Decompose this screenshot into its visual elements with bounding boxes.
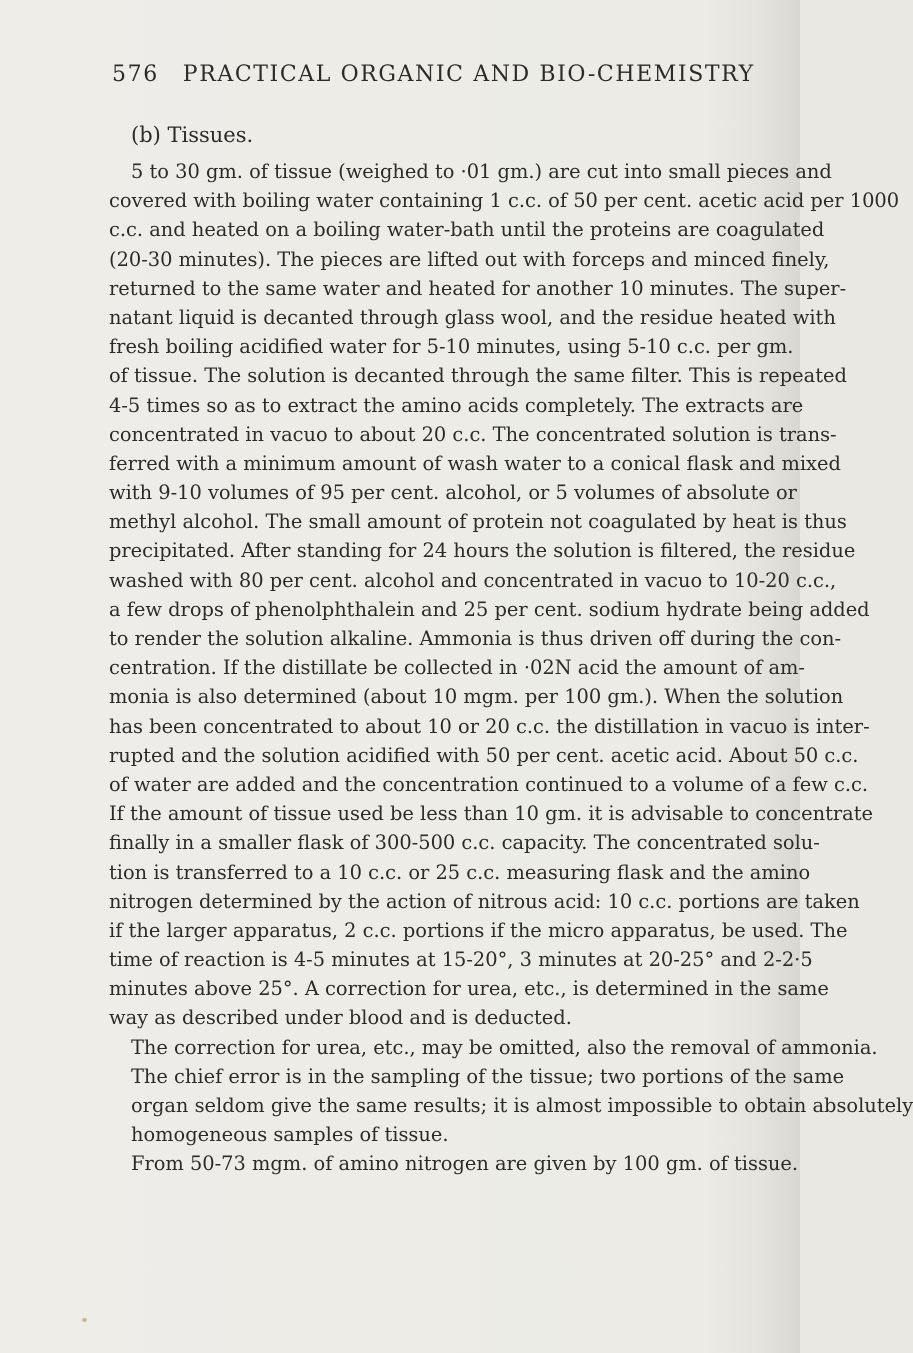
- text-line: (20-30 minutes). The pieces are lifted out with forceps and minced finely,: [109, 247, 830, 271]
- text-line: nitrogen determined by the action of nitrous acid: 10 c.c. portions are taken: [109, 889, 860, 913]
- text-line: organ seldom give the same results; it is almost impossible to obtain absolutely: [131, 1094, 913, 1117]
- text-line: has been concentrated to about 10 or 20 c.c. the distillation in vacuo is inter-: [109, 714, 870, 738]
- text-line: washed with 80 per cent. alcohol and concentrated in vacuo to 10-20 c.c.,: [109, 568, 837, 592]
- text-line: ferred with a minimum amount of wash water to a conical flask and mixed: [109, 451, 841, 475]
- text-line: minutes above 25°. A correction for urea, etc., is determined in the same: [109, 977, 829, 1001]
- text-line: homogeneous samples of tissue.: [131, 1123, 449, 1147]
- text-line: The chief error is in the sampling of the tissue; two portions of the same: [131, 1064, 845, 1088]
- text-line: 5 to 30 gm. of tissue (weighed to ·01 gm.) are cut into small pieces and: [131, 160, 832, 183]
- section-heading: (b) Tissues.: [131, 123, 254, 147]
- text-line: of tissue. The solution is decanted through the same filter. This is repeated: [109, 364, 847, 388]
- text-line: covered with boiling water containing 1 c.c. of 50 per cent. acetic acid per 1000: [109, 189, 900, 213]
- text-line: monia is also determined (about 10 mgm. per 100 gm.). When the solution: [109, 685, 844, 709]
- text-line: way as described under blood and is deducted.: [109, 1006, 572, 1030]
- text-line: a few drops of phenolphthalein and 25 per cent. sodium hydrate being added: [109, 597, 870, 621]
- text-line: If the amount of tissue used be less than 10 gm. it is advisable to concentrate: [109, 802, 873, 826]
- page-header: [112, 62, 755, 87]
- paper-speck: [82, 1318, 87, 1322]
- text-line: to render the solution alkaline. Ammonia is thus driven off during the con-: [109, 627, 842, 650]
- text-line: of water are added and the concentration continued to a volume of a few c.c.: [109, 772, 869, 796]
- text-line: rupted and the solution acidified with 50 per cent. acetic acid. About 50 c.c.: [109, 743, 859, 767]
- text-line: From 50-73 mgm. of amino nitrogen are given by 100 gm. of tissue.: [131, 1152, 799, 1176]
- text-line: returned to the same water and heated for another 10 minutes. The super-: [109, 276, 847, 300]
- text-line: precipitated. After standing for 24 hours the solution is filtered, the residue: [109, 539, 856, 563]
- text-line: natant liquid is decanted through glass wool, and the residue heated with: [109, 305, 836, 329]
- text-line: with 9-10 volumes of 95 per cent. alcohol, or 5 volumes of absolute or: [109, 481, 797, 505]
- text-line: time of reaction is 4-5 minutes at 15-20°, 3 minutes at 20-25° and 2-2·5: [109, 948, 813, 972]
- text-line: 4-5 times so as to extract the amino acids completely. The extracts are: [109, 393, 804, 417]
- text-line: fresh boiling acidified water for 5-10 minutes, using 5-10 c.c. per gm.: [109, 335, 794, 359]
- text-line: finally in a smaller flask of 300-500 c.c. capacity. The concentrated solu-: [109, 831, 820, 855]
- text-line: if the larger apparatus, 2 c.c. portions if the micro apparatus, be used. The: [109, 918, 848, 942]
- text-line: methyl alcohol. The small amount of protein not coagulated by heat is thus: [109, 510, 847, 534]
- text-line: concentrated in vacuo to about 20 c.c. The concentrated solution is trans-: [109, 422, 837, 446]
- running-title: PRACTICAL ORGANIC AND BIO-CHEMISTRY: [182, 62, 755, 87]
- body-text: [109, 157, 913, 1179]
- text-line: The correction for urea, etc., may be omitted, also the removal of ammonia.: [131, 1035, 878, 1059]
- page-number: 576: [112, 62, 159, 87]
- text-line: c.c. and heated on a boiling water-bath until the proteins are coagulated: [109, 218, 825, 242]
- text-line: tion is transferred to a 10 c.c. or 25 c.c. measuring flask and the amino: [109, 860, 811, 884]
- text-line: centration. If the distillate be collected in ·02N acid the amount of am-: [109, 656, 805, 680]
